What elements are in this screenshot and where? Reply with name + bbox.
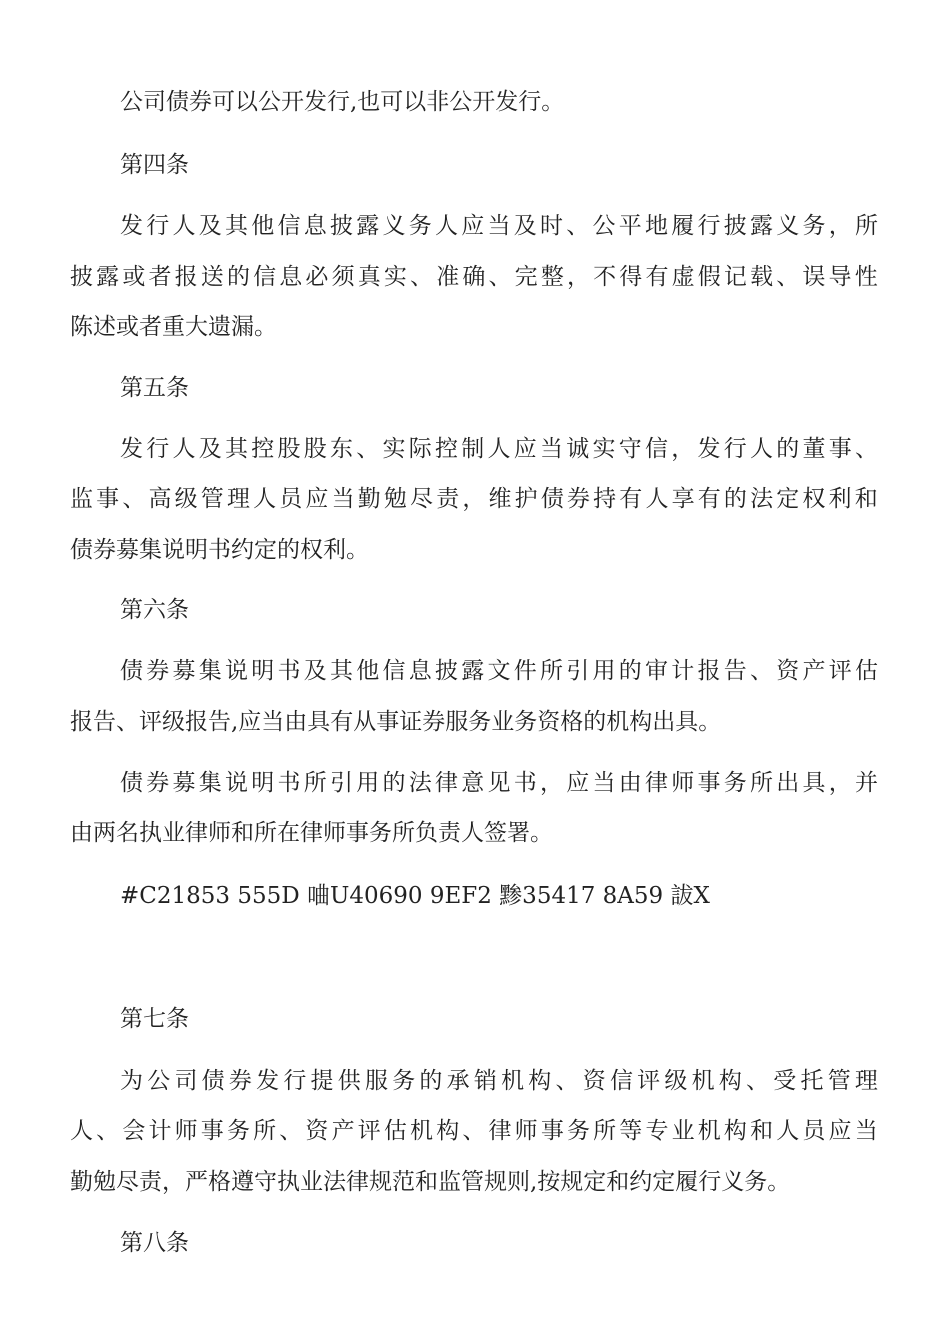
glyph: 露 [356,213,380,239]
glyph: 文 [487,658,511,684]
glyph: 公 [147,1068,171,1094]
glyph: 人 [172,213,196,239]
glyph: 定 [776,486,800,512]
glyph: 履 [671,213,695,239]
glyph: 导 [828,264,852,290]
glyph: 集 [198,658,222,684]
glyph: 控 [251,436,275,462]
glyph: 人 [172,436,196,462]
paragraph-line: 债券募集说明书约定的权利。 [70,537,369,563]
glyph: 行 [146,213,170,239]
glyph: 员 [802,1118,826,1144]
glyph: 应 [566,770,590,796]
paragraph-line: 勤勉尽责，严格遵守执业法律规范和监管规则,按规定和约定履行义务。 [70,1169,791,1195]
glyph: 受 [773,1068,797,1094]
glyph: 发 [256,1068,280,1094]
glyph: 事 [540,1118,564,1144]
glyph: 、 [122,486,146,512]
glyph: 机 [691,1068,715,1094]
glyph: 守 [618,436,642,462]
glyph: 诚 [566,436,590,462]
glyph: 信 [645,436,668,462]
glyph: 构 [436,1118,460,1144]
paragraph-line: 由两名执业律师和所在律师事务所负责人签署。 [70,820,553,846]
glyph: 当 [854,1118,878,1144]
glyph: 他 [251,213,275,239]
glyph: 构 [528,1068,552,1094]
glyph: 及 [303,658,327,684]
glyph: 、 [746,1068,770,1094]
glyph: 实 [592,436,616,462]
glyph: 管 [827,1068,851,1094]
glyph: 报 [697,658,721,684]
glyph: 用 [356,770,380,796]
glyph: 息 [408,658,432,684]
glyph: 义 [776,213,800,239]
glyph: 人 [750,436,773,462]
glyph: 事 [200,1118,224,1144]
article-heading-5: 第五条 [120,375,189,401]
glyph: 行 [146,436,170,462]
article-heading-8: 第八条 [120,1230,189,1256]
glyph: 、 [750,658,773,684]
glyph: 务 [226,1118,250,1144]
glyph: 发 [120,436,143,462]
glyph: 级 [174,486,198,512]
glyph: 有 [619,486,643,512]
glyph: 有 [645,264,669,290]
glyph: 服 [364,1068,388,1094]
glyph: 、 [279,1118,303,1144]
glyph: 评 [357,1118,381,1144]
glyph: 实 [383,264,407,290]
glyph: 所 [540,658,563,684]
glyph: 机 [697,1118,721,1144]
glyph: 具 [802,770,826,796]
glyph: 、 [410,264,434,290]
paragraph-line: 陈述或者重大遗漏。 [70,314,277,340]
glyph: 务 [802,213,826,239]
glyph: 的 [776,436,800,462]
glyph: 提 [310,1068,334,1094]
paragraph-line: 报告、评级报告,应当由具有从事证券服务业务资格的机构出具。 [70,709,722,735]
glyph: 计 [671,658,695,684]
glyph: 地 [645,213,668,239]
glyph: 所 [855,213,878,239]
glyph: 或 [122,264,146,290]
glyph: 行 [697,213,721,239]
paragraph-line: 公司债券可以公开发行,也可以非公开发行。 [120,89,565,115]
glyph: 说 [225,770,248,796]
glyph: 及 [198,213,222,239]
glyph: ， [828,770,852,796]
glyph: 误 [802,264,826,290]
glyph: 所 [593,1118,617,1144]
glyph: 理 [226,486,250,512]
glyph: 披 [723,213,747,239]
glyph: 明 [251,770,275,796]
glyph: 律 [645,770,668,796]
glyph: ， [828,213,852,239]
glyph: 券 [566,486,590,512]
glyph: 集 [198,770,222,796]
glyph: 人 [253,486,277,512]
glyph: 的 [723,486,747,512]
glyph: 义 [382,213,406,239]
glyph: 当 [540,436,563,462]
glyph: 务 [723,770,747,796]
glyph: 利 [828,486,852,512]
glyph: 责 [436,486,460,512]
glyph: 、 [96,1118,120,1144]
glyph: 报 [174,264,198,290]
glyph: 券 [228,1068,252,1094]
glyph: 计 [148,1118,172,1144]
glyph: 的 [618,658,642,684]
glyph: 务 [566,1118,590,1144]
glyph: 披 [70,264,93,290]
glyph: 其 [225,436,248,462]
glyph: 股 [277,436,301,462]
glyph: 资 [582,1068,606,1094]
glyph: 完 [514,264,538,290]
glyph: 勤 [357,486,381,512]
glyph: 必 [305,264,329,290]
glyph: 书 [277,658,301,684]
glyph: 务 [408,213,432,239]
glyph: 所 [253,1118,277,1144]
glyph: 法 [408,770,432,796]
glyph: 律 [435,770,458,796]
glyph: 披 [330,213,353,239]
glyph: 应 [461,213,485,239]
glyph: 师 [671,770,695,796]
glyph: 维 [488,486,512,512]
glyph: 平 [618,213,642,239]
glyph: 出 [776,770,800,796]
glyph: 员 [279,486,303,512]
glyph: 、 [356,436,380,462]
glyph: 不 [593,264,617,290]
glyph: 应 [828,1118,852,1144]
glyph: 级 [664,1068,688,1094]
glyph: 用 [592,658,616,684]
paragraph-line-justified [70,1117,878,1145]
glyph: 法 [750,486,774,512]
glyph: 债 [120,658,143,684]
glyph: 持 [593,486,617,512]
glyph: 债 [120,770,143,796]
glyph: 信 [382,658,406,684]
glyph: 的 [226,264,250,290]
glyph: 行 [723,436,747,462]
glyph: 露 [750,213,773,239]
glyph: 债 [201,1068,225,1094]
glyph: 理 [854,1068,878,1094]
glyph: 露 [96,264,120,290]
glyph: 务 [392,1068,416,1094]
paragraph-line-justified [120,1067,878,1095]
glyph: 事 [697,770,721,796]
glyph: 确 [462,264,486,290]
glyph: 评 [637,1068,661,1094]
glyph: 业 [671,1118,695,1144]
article-heading-6: 第六条 [120,597,189,623]
glyph: 管 [200,486,224,512]
glyph: 及 [198,436,222,462]
glyph: 机 [501,1068,525,1094]
glyph: 当 [592,770,616,796]
glyph: 记 [723,264,747,290]
glyph: 券 [146,770,170,796]
glyph: 权 [802,486,826,512]
glyph: 准 [436,264,460,290]
glyph: 和 [854,486,878,512]
glyph: 书 [277,770,301,796]
glyph: 他 [356,658,380,684]
glyph: 审 [645,658,668,684]
glyph: 评 [828,658,852,684]
glyph: 制 [461,436,485,462]
glyph: 须 [331,264,355,290]
glyph: 股 [303,436,327,462]
glyph: 人 [70,1118,93,1144]
glyph: 东 [330,436,353,462]
glyph: 当 [331,486,355,512]
glyph: 会 [122,1118,146,1144]
glyph: 人 [776,1118,800,1144]
glyph: ， [566,264,590,290]
glyph: 信 [277,213,301,239]
paragraph-line-justified [120,435,878,463]
glyph: 专 [645,1118,669,1144]
glyph: 等 [619,1118,643,1144]
glyph: 说 [225,658,248,684]
glyph: 享 [671,486,695,512]
glyph: 行 [283,1068,307,1094]
glyph: 信 [609,1068,633,1094]
glyph: 发 [697,436,721,462]
glyph: 机 [410,1118,434,1144]
glyph: 、 [855,436,878,462]
glyph: 当 [487,213,511,239]
glyph: 销 [473,1068,497,1094]
glyph: 真 [357,264,381,290]
glyph: 公 [592,213,616,239]
glyph: 信 [253,264,277,290]
glyph: 人 [645,486,669,512]
glyph: 托 [800,1068,824,1094]
glyph: 尽 [410,486,434,512]
glyph: 构 [723,1118,747,1144]
glyph: 勉 [383,486,407,512]
glyph: 高 [148,486,172,512]
glyph: ， [540,770,563,796]
glyph: 护 [514,486,538,512]
glyph: 明 [251,658,275,684]
glyph: 息 [303,213,327,239]
glyph: 由 [618,770,642,796]
glyph: 资 [305,1118,329,1144]
encoded-code-line: #C21853 555D 㖆U40690 9EF2 黪35417 8A59 詙X [120,883,710,909]
glyph: 、 [566,213,590,239]
glyph: 控 [435,436,458,462]
glyph: 应 [305,486,329,512]
glyph: 律 [488,1118,512,1144]
glyph: 得 [619,264,643,290]
glyph: 告 [723,658,747,684]
glyph: 书 [513,770,537,796]
glyph: 有 [697,486,721,512]
glyph: 为 [120,1068,143,1094]
glyph: 的 [382,770,406,796]
glyph: 发 [120,213,143,239]
glyph: 人 [435,213,458,239]
glyph: 其 [330,658,353,684]
glyph: 构 [718,1068,742,1094]
glyph: 募 [172,770,196,796]
glyph: 应 [513,436,537,462]
glyph: 承 [446,1068,470,1094]
article-heading-7: 第七条 [120,1006,189,1032]
glyph: 件 [513,658,537,684]
glyph: 者 [148,264,172,290]
glyph: ， [462,486,486,512]
glyph: 、 [555,1068,579,1094]
glyph: 及 [513,213,537,239]
glyph: 时 [540,213,563,239]
glyph: 息 [279,264,303,290]
glyph: 实 [382,436,406,462]
glyph: 虚 [671,264,695,290]
paragraph-line-justified [120,212,878,240]
paragraph-line-justified [70,485,878,513]
paragraph-line-justified [120,657,878,685]
glyph: 债 [540,486,564,512]
glyph: 性 [854,264,878,290]
glyph: 供 [337,1068,361,1094]
glyph: 际 [408,436,432,462]
glyph: 引 [330,770,353,796]
glyph: 监 [70,486,93,512]
glyph: 整 [540,264,564,290]
glyph: 董 [802,436,826,462]
glyph: 券 [146,658,170,684]
paragraph-line-justified [120,769,878,797]
glyph: 产 [802,658,826,684]
glyph: 资 [776,658,800,684]
glyph: 事 [96,486,120,512]
glyph: 事 [828,436,852,462]
glyph: 估 [855,658,878,684]
glyph: 送 [200,264,224,290]
glyph: 募 [172,658,196,684]
glyph: 其 [225,213,248,239]
paragraph-line-justified [70,263,878,291]
glyph: 人 [487,436,511,462]
glyph: ， [671,436,695,462]
glyph: 、 [462,1118,486,1144]
glyph: 露 [461,658,485,684]
glyph: 载 [750,264,774,290]
glyph: 的 [419,1068,443,1094]
glyph: 见 [487,770,511,796]
glyph: 产 [331,1118,355,1144]
glyph: 所 [303,770,327,796]
glyph: 师 [514,1118,538,1144]
article-heading-4: 第四条 [120,152,189,178]
glyph: 估 [383,1118,407,1144]
glyph: 所 [750,770,773,796]
glyph: 意 [461,770,485,796]
glyph: 并 [855,770,878,796]
glyph: 、 [776,264,800,290]
glyph: 师 [174,1118,198,1144]
glyph: 、 [488,264,512,290]
glyph: 司 [174,1068,198,1094]
glyph: 引 [566,658,590,684]
glyph: 披 [435,658,458,684]
glyph: 假 [697,264,721,290]
glyph: 和 [750,1118,774,1144]
